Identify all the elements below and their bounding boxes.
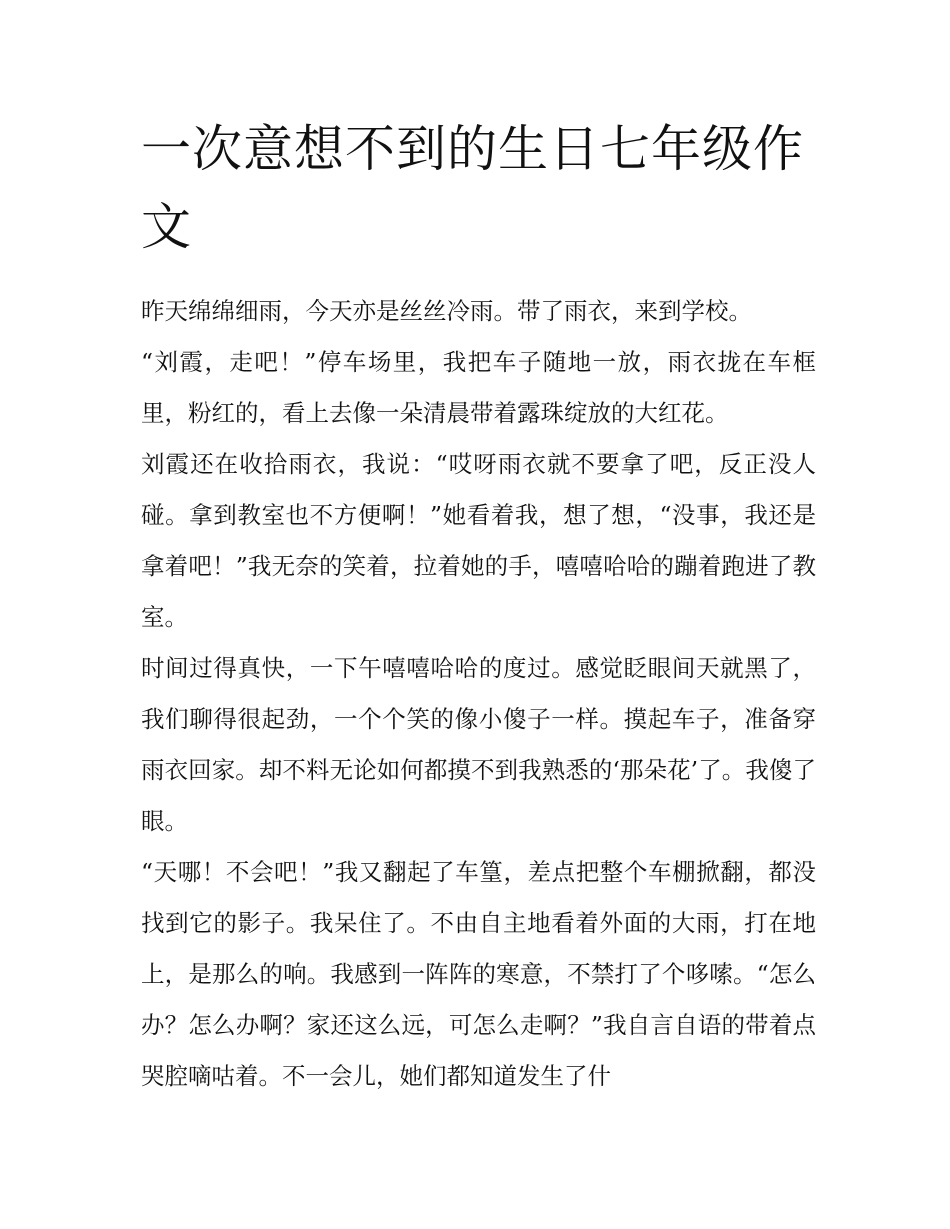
paragraph-3: 刘霞还在收拾雨衣，我说：“哎呀雨衣就不要拿了吧，反正没人碰。拿到教室也不方便啊！”她看着我，想了想，“没事，我还是拿着吧！”我无奈的笑着，拉着她的手，嘻嘻哈哈的蹦着跑进了教室。 [141, 450, 816, 631]
paragraph-5: “天哪！不会吧！”我又翻起了车篁，差点把整个车棚掀翻，都没找到它的影子。我呆住了。不由自主地看着外面的大雨，打在地上，是那么的响。我感到一阵阵的寒意，不禁打了个哆嗦。“怎么办？怎么办啊？家还这么远，可怎么走啊？”我自言自语的带着点哭腔嘀咕着。不一会儿，她们都知道发生了什 [141, 858, 816, 1090]
paragraph-1: 昨天绵绵细雨，今天亦是丝丝冷雨。带了雨衣，来到学校。 [141, 297, 752, 325]
paragraph-2: “刘霞，走吧！”停车场里，我把车子随地一放，雨衣拢在车框里，粉红的，看上去像一朵清晨带着露珠绽放的大红花。 [141, 348, 816, 427]
paragraph-4: 时间过得真快，一下午嘻嘻哈哈的度过。感觉眨眼间天就黑了，我们聊得很起劲，一个个笑的像小傻子一样。摸起车子，准备穿雨衣回家。却不料无论如何都摸不到我熟悉的‘那朵花’了。我傻了眼。 [141, 654, 816, 835]
document-page [141, 110, 816, 1102]
document-title: 一次意想不到的生日七年级作文 [141, 120, 804, 256]
document-body [141, 286, 816, 1102]
